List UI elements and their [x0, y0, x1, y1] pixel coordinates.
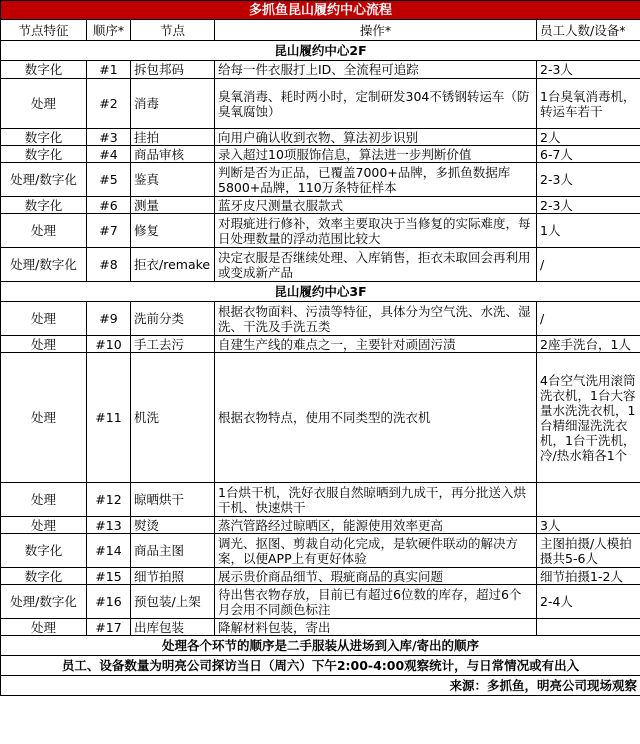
cell-staff: 细节拍摄1-2人	[537, 568, 640, 585]
cell-node: 测量	[131, 197, 215, 214]
cell-operation: 根据衣物面料、污渍等特征，具体分为空气洗、水洗、湿洗、干洗及手洗五类	[215, 302, 537, 336]
table-row	[1, 302, 640, 336]
header-row	[1, 20, 640, 41]
table-row	[1, 534, 640, 568]
cell-feature: 处理/数字化	[1, 585, 87, 619]
cell-operation: 决定衣服是否继续处理、入库销售，拒衣未取回会再利用或变成新产品	[215, 248, 537, 282]
cell-node: 商品审核	[131, 146, 215, 163]
note-order: 处理各个环节的顺序是二手服装从进场到入库/寄出的顺序	[1, 636, 640, 656]
cell-feature: 数字化	[1, 129, 87, 146]
header-feature: 节点特征	[1, 20, 87, 41]
cell-operation: 根据衣物特点，使用不同类型的洗衣机	[215, 353, 537, 483]
cell-node: 机洗	[131, 353, 215, 483]
title-row	[1, 1, 640, 20]
cell-order: #10	[87, 336, 131, 353]
table-row	[1, 517, 640, 534]
cell-staff: /	[537, 248, 640, 282]
cell-feature: 数字化	[1, 197, 87, 214]
note-row	[1, 676, 640, 696]
cell-node: 鉴真	[131, 163, 215, 197]
cell-feature: 处理	[1, 619, 87, 636]
cell-operation: 向用户确认收到衣物、算法初步识别	[215, 129, 537, 146]
table-row	[1, 163, 640, 197]
table-row	[1, 585, 640, 619]
note-staff: 员工、设备数量为明亮公司探访当日（周六）下午2:00-4:00观察统计，与日常情况或有出入	[1, 656, 640, 676]
cell-feature: 数字化	[1, 568, 87, 585]
cell-node: 消毒	[131, 79, 215, 129]
cell-operation: 自建生产线的难点之一，主要针对顽固污渍	[215, 336, 537, 353]
cell-order: #6	[87, 197, 131, 214]
cell-node: 熨烫	[131, 517, 215, 534]
table-row	[1, 619, 640, 636]
cell-staff: 2-3人	[537, 197, 640, 214]
cell-staff: 1台臭氧消毒机，转运车若干	[537, 79, 640, 129]
cell-operation: 录入超过10项服饰信息，算法进一步判断价值	[215, 146, 537, 163]
cell-feature: 处理/数字化	[1, 248, 87, 282]
cell-operation: 对瑕疵进行修补，效率主要取决于当修复的实际难度，每日处理数量的浮动范围比较大	[215, 214, 537, 248]
section-row	[1, 282, 640, 302]
cell-staff: 2人	[537, 129, 640, 146]
cell-order: #1	[87, 61, 131, 79]
section-title: 昆山履约中心3F	[1, 282, 640, 302]
cell-feature: 数字化	[1, 534, 87, 568]
cell-order: #14	[87, 534, 131, 568]
cell-order: #17	[87, 619, 131, 636]
cell-order: #15	[87, 568, 131, 585]
cell-order: #12	[87, 483, 131, 517]
cell-node: 修复	[131, 214, 215, 248]
cell-feature: 处理	[1, 214, 87, 248]
cell-operation: 1台烘干机，洗好衣服自然晾晒到九成干，再分批送入烘干机、快速烘干	[215, 483, 537, 517]
cell-order: #4	[87, 146, 131, 163]
cell-order: #5	[87, 163, 131, 197]
cell-operation: 蒸汽管路经过晾晒区，能源使用效率更高	[215, 517, 537, 534]
cell-staff: 6-7人	[537, 146, 640, 163]
cell-staff: 2-4人	[537, 585, 640, 619]
note-row	[1, 636, 640, 656]
table-row	[1, 248, 640, 282]
cell-feature: 处理/数字化	[1, 163, 87, 197]
cell-order: #2	[87, 79, 131, 129]
section-title: 昆山履约中心2F	[1, 41, 640, 61]
cell-staff	[537, 619, 640, 636]
table-row	[1, 197, 640, 214]
cell-operation: 蓝牙皮尺测量衣服款式	[215, 197, 537, 214]
note-source: 来源：多抓鱼，明亮公司现场观察	[1, 676, 640, 696]
header-staff: 员工人数/设备*	[537, 20, 640, 41]
table-row	[1, 129, 640, 146]
cell-node: 挂拍	[131, 129, 215, 146]
cell-operation: 判断是否为正品，已覆盖7000+品牌，多抓鱼数据库5800+品牌，110万条特征样本	[215, 163, 537, 197]
cell-operation: 调光、抠图、剪裁自动化完成，是软硬件联动的解决方案，以便APP上有更好体验	[215, 534, 537, 568]
cell-node: 商品主图	[131, 534, 215, 568]
cell-order: #7	[87, 214, 131, 248]
cell-feature: 数字化	[1, 146, 87, 163]
cell-feature: 处理	[1, 79, 87, 129]
cell-node: 细节拍照	[131, 568, 215, 585]
cell-feature: 处理	[1, 483, 87, 517]
cell-operation: 展示贵价商品细节、瑕疵商品的真实问题	[215, 568, 537, 585]
cell-node: 出库包装	[131, 619, 215, 636]
table-row	[1, 483, 640, 517]
table-row	[1, 214, 640, 248]
table-row	[1, 146, 640, 163]
header-operation: 操作*	[215, 20, 537, 41]
cell-operation: 臭氧消毒、耗时两小时，定制研发304不锈钢转运车（防臭氧腐蚀）	[215, 79, 537, 129]
cell-feature: 处理	[1, 517, 87, 534]
table-row	[1, 61, 640, 79]
cell-node: 晾晒烘干	[131, 483, 215, 517]
table-row	[1, 336, 640, 353]
table-row	[1, 353, 640, 483]
cell-node: 拆包邦码	[131, 61, 215, 79]
cell-staff: 2座手洗台，1人	[537, 336, 640, 353]
cell-operation: 降解材料包装，寄出	[215, 619, 537, 636]
cell-node: 预包装/上架	[131, 585, 215, 619]
table-row	[1, 568, 640, 585]
cell-order: #11	[87, 353, 131, 483]
cell-node: 洗前分类	[131, 302, 215, 336]
cell-node: 手工去污	[131, 336, 215, 353]
cell-feature: 处理	[1, 336, 87, 353]
cell-order: #8	[87, 248, 131, 282]
cell-feature: 处理	[1, 353, 87, 483]
table-row	[1, 79, 640, 129]
cell-order: #3	[87, 129, 131, 146]
note-row	[1, 656, 640, 676]
cell-operation: 给每一件衣服打上ID、全流程可追踪	[215, 61, 537, 79]
cell-node: 拒衣/remake	[131, 248, 215, 282]
cell-staff: 4台空气洗用滚筒洗衣机，1台大容量水洗洗衣机，1台精细湿洗洗衣机，1台干洗机，冷/热水箱各1个	[537, 353, 640, 483]
cell-staff	[537, 483, 640, 517]
cell-staff: 1人	[537, 214, 640, 248]
cell-staff: 2-3人	[537, 61, 640, 79]
cell-order: #16	[87, 585, 131, 619]
table-title: 多抓鱼昆山履约中心流程	[1, 1, 640, 20]
cell-feature: 数字化	[1, 61, 87, 79]
cell-staff: 3人	[537, 517, 640, 534]
cell-staff: 主图拍摄/人模拍摄共5-6人	[537, 534, 640, 568]
header-node: 节点	[131, 20, 215, 41]
cell-staff: 2-3人	[537, 163, 640, 197]
cell-operation: 待出售衣物存放，目前已有超过6位数的库存，超过6个月会用不同颜色标注	[215, 585, 537, 619]
cell-order: #9	[87, 302, 131, 336]
header-order: 顺序*	[87, 20, 131, 41]
cell-feature: 处理	[1, 302, 87, 336]
cell-staff: /	[537, 302, 640, 336]
section-row	[1, 41, 640, 61]
cell-order: #13	[87, 517, 131, 534]
